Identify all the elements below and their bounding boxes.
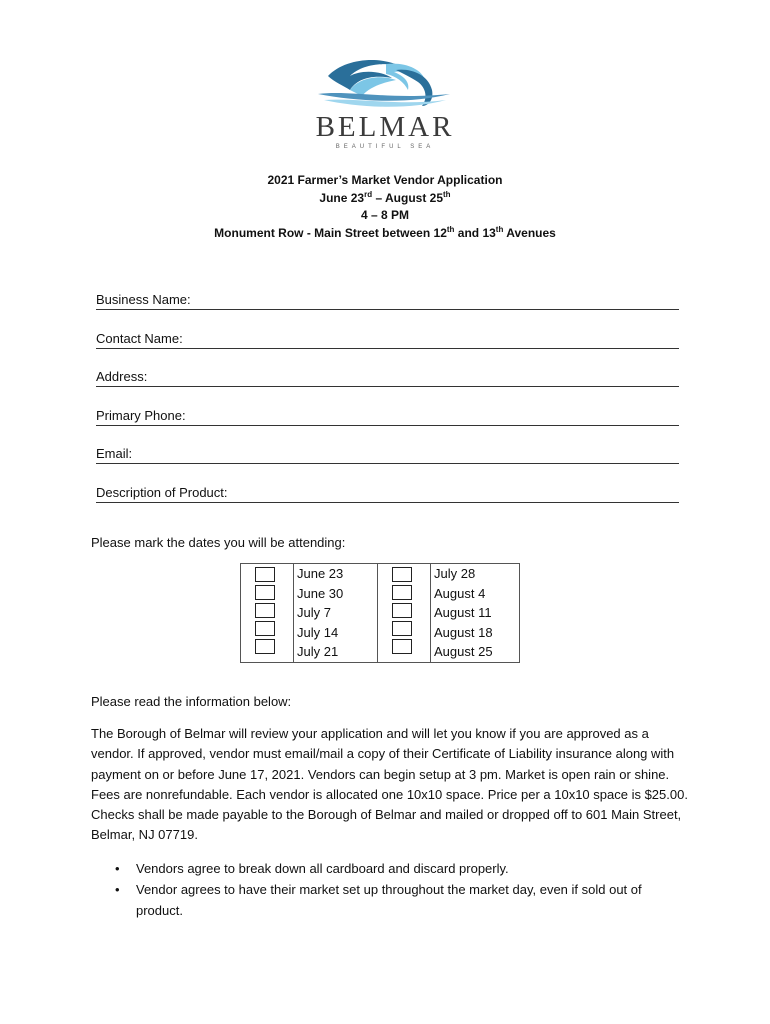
primary-phone-field[interactable]: Primary Phone: (96, 408, 679, 426)
contact-name-field[interactable]: Contact Name: (96, 331, 679, 349)
checkbox-june-30[interactable] (255, 585, 275, 600)
logo-wordmark: BELMAR (315, 111, 455, 143)
email-field[interactable]: Email: (96, 446, 679, 464)
application-title: 2021 Farmer’s Market Vendor Application (267, 173, 503, 187)
description-of-product-field[interactable]: Description of Product: (96, 485, 679, 503)
checkbox-august-11[interactable] (392, 603, 412, 618)
date-label: June 23 (297, 566, 344, 581)
business-name-field[interactable]: Business Name: (96, 292, 679, 310)
checkbox-august-25[interactable] (392, 639, 412, 654)
checkbox-august-4[interactable] (392, 585, 412, 600)
date-label: June 30 (297, 585, 344, 601)
application-header (0, 172, 770, 242)
date-label: August 11 (434, 605, 492, 621)
checkbox-july-28[interactable] (392, 567, 412, 582)
list-item: • Vendor agrees to have their market set up throughout the market day, even if sold out of product. (91, 879, 691, 921)
date-label: July 21 (297, 644, 339, 660)
list-item: • Vendors agree to break down all cardboard and discard properly. (91, 858, 691, 879)
bullet-icon: • (115, 882, 120, 897)
left-checkbox-column (241, 564, 294, 663)
checkbox-july-7[interactable] (255, 603, 275, 618)
terms-list (91, 858, 691, 921)
date-label: July 28 (434, 566, 476, 581)
belmar-logo (300, 56, 470, 156)
market-dates: June 23rd – August 25th (319, 189, 451, 205)
date-label: July 14 (297, 624, 339, 640)
date-label: August 18 (434, 624, 493, 640)
right-dates-column (431, 564, 520, 663)
address-field[interactable]: Address: (96, 369, 679, 387)
checkbox-june-23[interactable] (255, 567, 275, 582)
date-label: August 4 (434, 585, 486, 601)
checkbox-july-21[interactable] (255, 639, 275, 654)
date-label: August 25 (434, 644, 493, 660)
bullet-icon: • (115, 861, 120, 876)
date-label: July 7 (297, 605, 331, 621)
dates-prompt: Please mark the dates you will be attending: (91, 535, 346, 550)
right-checkbox-column (378, 564, 431, 663)
info-title: Please read the information below: (91, 694, 292, 709)
info-paragraph: The Borough of Belmar will review your application and will let you know if you are approved as a vendor. If approved, vendor must email/mail a copy of their Certificate of Liability insurance along with payment on or before June 17, 2021. Vendors can begin setup at 3 pm. Market is open rain or shine. Fees are nonrefundable. Each vendor is allocated one 10x10 space. Price per a 10x10 space is $25.00. Checks shall be made payable to the Borough of Belmar and mailed or dropped off to 601 Main Street, Belmar, NJ 07719. (91, 726, 688, 843)
checkbox-july-14[interactable] (255, 621, 275, 636)
market-location: Monument Row - Main Street between 12th and 13th Avenues (214, 224, 556, 240)
left-dates-column (294, 564, 378, 663)
dates-table (240, 563, 520, 663)
market-time: 4 – 8 PM (360, 208, 410, 222)
logo-tagline: BEAUTIFUL SEA (335, 144, 435, 150)
checkbox-august-18[interactable] (392, 621, 412, 636)
